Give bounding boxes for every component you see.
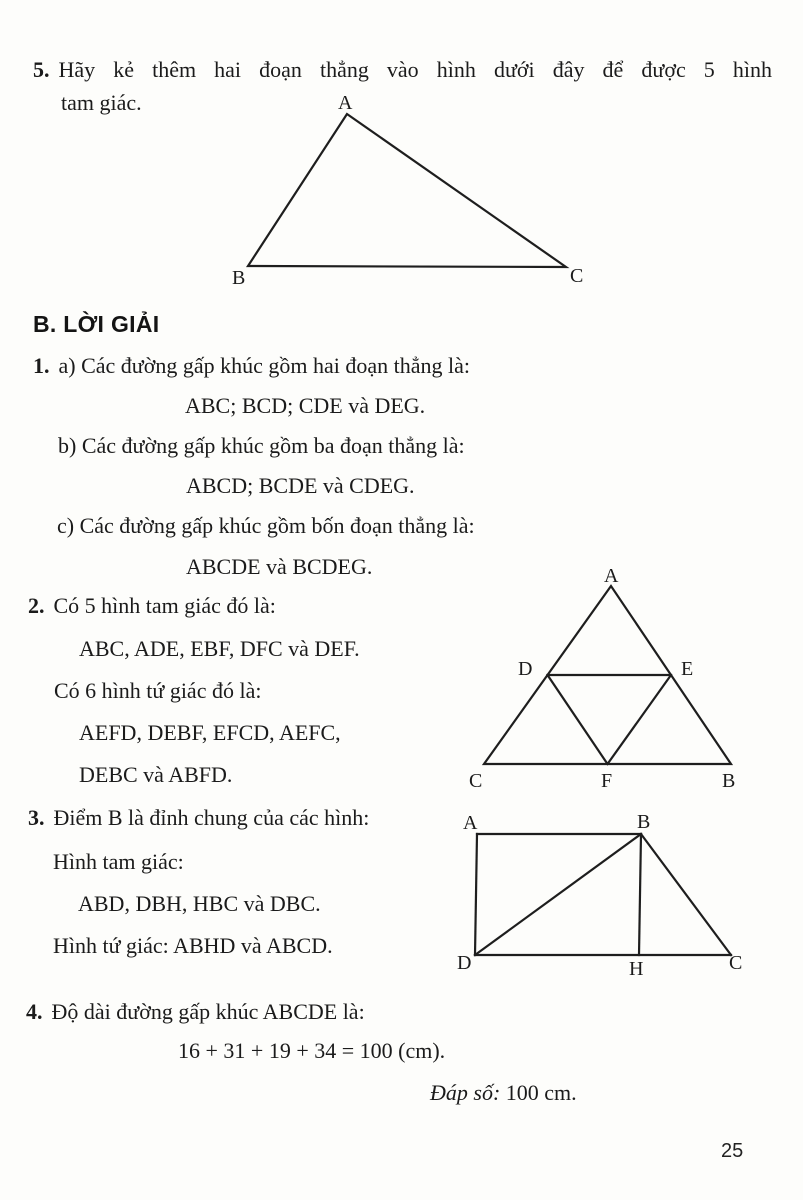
solution-2-line-5: DEBC và ABFD.	[79, 762, 233, 787]
problem-5-line-1	[33, 56, 772, 83]
triangle-abc-drawing	[228, 92, 598, 292]
solution-4-line-1-text: Độ dài đường gấp khúc ABCDE là:	[51, 999, 365, 1024]
answer-label: Đáp số:	[430, 1080, 501, 1105]
triangle-def-drawing	[460, 565, 760, 795]
vertex-label-c: C	[729, 952, 743, 974]
solution-1-answer-c: ABCDE và BCDEG.	[186, 554, 373, 579]
solution-4-equation: 16 + 31 + 19 + 34 = 100 (cm).	[178, 1038, 446, 1063]
solution-1-part-a-text: a) Các đường gấp khúc gồm hai đoạn thẳng là:	[58, 353, 471, 378]
figure-triangle-with-midpoints	[460, 565, 760, 795]
solution-1-part-c: c) Các đường gấp khúc gồm bốn đoạn thẳng là:	[57, 513, 475, 538]
solution-1-answer-b: ABCD; BCDE và CDEG.	[186, 473, 415, 498]
solution-2-number: 2.	[28, 593, 45, 618]
solution-4-final-answer	[430, 1079, 577, 1106]
problem-5-text: Hãy kẻ thêm hai đoạn thẳng vào hình dưới đây để được 5 hình	[58, 57, 772, 82]
vertex-label-a: A	[338, 92, 353, 114]
solution-1-answer-a: ABC; BCD; CDE và DEG.	[185, 393, 426, 418]
solution-1-part-a	[33, 352, 470, 379]
solution-3-line-1	[28, 804, 369, 831]
solution-4-number: 4.	[26, 999, 43, 1024]
solution-2-line-1	[28, 592, 276, 619]
solution-1-part-b: b) Các đường gấp khúc gồm ba đoạn thẳng là:	[58, 433, 465, 458]
solution-2-line-3: Có 6 hình tứ giác đó là:	[54, 678, 262, 703]
vertex-label-f: F	[601, 770, 613, 792]
vertex-label-c: C	[469, 770, 483, 792]
answer-value: 100 cm.	[505, 1080, 577, 1105]
page-number: 25	[721, 1140, 744, 1162]
solution-3-line-3: ABD, DBH, HBC và DBC.	[78, 891, 321, 916]
vertex-label-a: A	[463, 812, 478, 834]
vertex-label-b: B	[232, 267, 246, 289]
solution-3-line-4: Hình tứ giác: ABHD và ABCD.	[53, 933, 333, 958]
problem-5-line-2: tam giác.	[61, 90, 142, 115]
vertex-label-d: D	[457, 952, 472, 974]
vertex-label-c: C	[570, 265, 584, 287]
section-heading: B. LỜI GIẢI	[33, 311, 160, 337]
problem-5-number: 5.	[33, 57, 50, 82]
solution-3-line-2: Hình tam giác:	[53, 849, 184, 874]
vertex-label-d: D	[518, 658, 533, 680]
solution-2-line-2: ABC, ADE, EBF, DFC và DEF.	[79, 636, 360, 661]
solution-3-number: 3.	[28, 805, 45, 830]
vertex-label-h: H	[629, 958, 644, 980]
vertex-label-b: B	[637, 811, 651, 833]
solution-2-line-4: AEFD, DEBF, EFCD, AEFC,	[79, 720, 341, 745]
solution-3-line-1-text: Điểm B là đỉnh chung của các hình:	[53, 805, 370, 830]
solution-1-number: 1.	[33, 353, 50, 378]
figure-rectangle-abhd	[455, 813, 765, 985]
solution-4-line-1	[26, 998, 365, 1025]
figure-triangle-abc	[228, 92, 598, 292]
vertex-label-a: A	[604, 565, 619, 587]
rectangle-abhd-drawing	[455, 813, 765, 985]
vertex-label-b: B	[722, 770, 736, 792]
solution-2-line-1-text: Có 5 hình tam giác đó là:	[53, 593, 276, 618]
vertex-label-e: E	[681, 658, 694, 680]
